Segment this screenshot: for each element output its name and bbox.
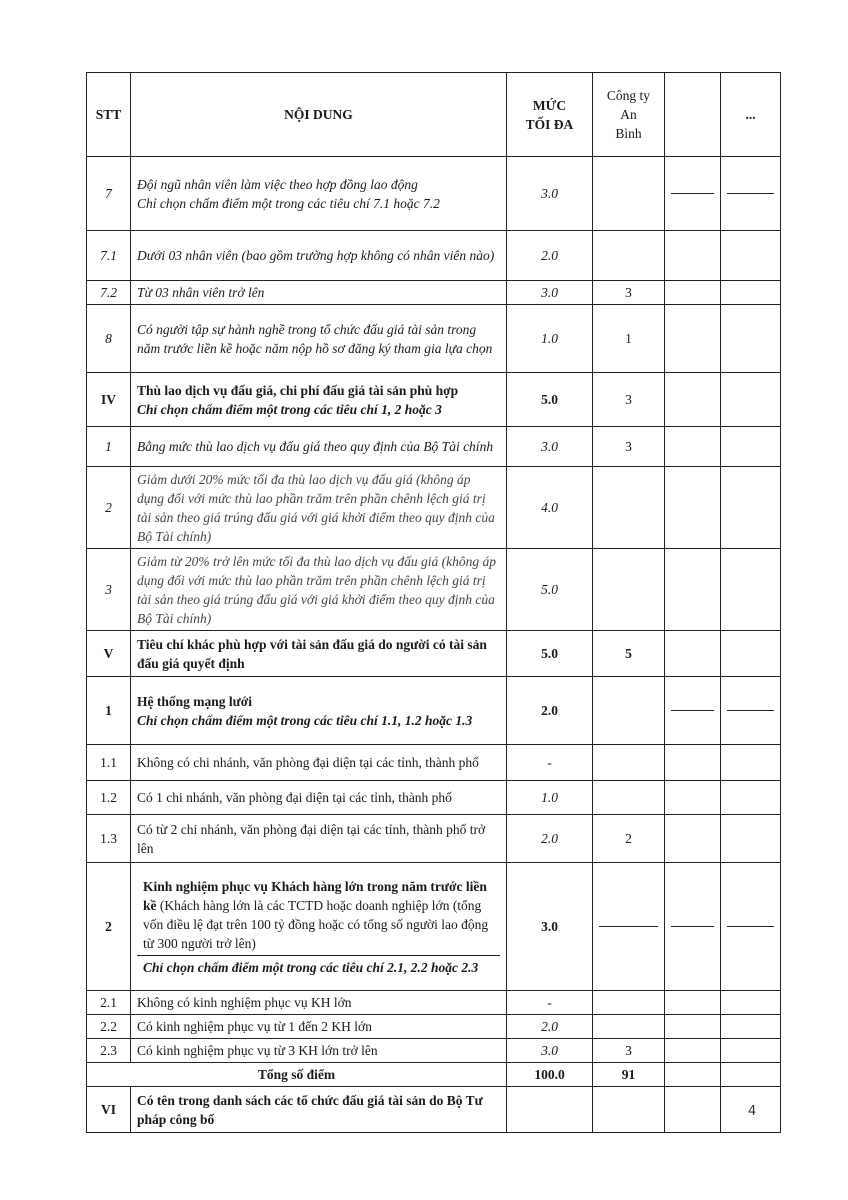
row-more [721, 631, 781, 677]
row-score [593, 745, 665, 781]
row-more [721, 231, 781, 281]
row-max: 3.0 [507, 863, 593, 991]
row-more [721, 863, 781, 991]
row-content: Từ 03 nhân viên trở lên [131, 281, 507, 305]
row-extra [665, 549, 721, 631]
row-score [593, 549, 665, 631]
row-extra [665, 991, 721, 1015]
row-extra [665, 863, 721, 991]
row-score [593, 1015, 665, 1039]
row-more [721, 373, 781, 427]
row-stt: 3 [87, 549, 131, 631]
row-content: Kinh nghiệm phục vụ Khách hàng lớn trong năm trước liền kề (Khách hàng lớn là các TCTD hoặc doanh nghiệp lớn (tổng vốn điều lệ đạt trên 100 tỷ đồng hoặc có tổng số người lao động từ 300 người trở lên) Chỉ chọn chấm điểm một trong các tiêu chí 2.1, 2.2 hoặc 2.3 [131, 863, 507, 991]
row-max [507, 1087, 593, 1133]
row-more [721, 745, 781, 781]
row-content: Có từ 2 chi nhánh, văn phòng đại diện tại các tỉnh, thành phố trở lên [131, 815, 507, 863]
row-extra [665, 281, 721, 305]
header-extra [665, 73, 721, 157]
row-more [721, 815, 781, 863]
header-content: NỘI DUNG [131, 73, 507, 157]
row-stt: 2 [87, 863, 131, 991]
row-max: 2.0 [507, 231, 593, 281]
table-row [87, 467, 781, 549]
row-extra [665, 467, 721, 549]
row-extra [665, 677, 721, 745]
row-stt: 7 [87, 157, 131, 231]
row-more [721, 467, 781, 549]
row-stt: 2.1 [87, 991, 131, 1015]
row-more [721, 1015, 781, 1039]
row-extra [665, 781, 721, 815]
row-max: 1.0 [507, 781, 593, 815]
row-content: Không có chi nhánh, văn phòng đại diện tại các tỉnh, thành phố [131, 745, 507, 781]
row-max: 4.0 [507, 467, 593, 549]
row-content: Có tên trong danh sách các tổ chức đấu giá tài sản do Bộ Tư pháp công bố [131, 1087, 507, 1133]
row-extra [665, 1087, 721, 1133]
header-row [87, 73, 781, 157]
row-stt: 1.1 [87, 745, 131, 781]
row-more [721, 549, 781, 631]
row-max: 5.0 [507, 373, 593, 427]
row-more [721, 1063, 781, 1087]
row-content: Có 1 chi nhánh, văn phòng đại diện tại các tỉnh, thành phố [131, 781, 507, 815]
row-score: 5 [593, 631, 665, 677]
row-extra [665, 305, 721, 373]
row-score: 2 [593, 815, 665, 863]
row-content: Hệ thống mạng lưới Chỉ chọn chấm điểm một trong các tiêu chí 1.1, 1.2 hoặc 1.3 [131, 677, 507, 745]
row-score [593, 157, 665, 231]
table-row [87, 745, 781, 781]
header-company: Công ty An Bình [593, 73, 665, 157]
row-max: 3.0 [507, 157, 593, 231]
row-max: 2.0 [507, 677, 593, 745]
row-content: Thù lao dịch vụ đấu giá, chi phí đấu giá tài sản phù hợp Chỉ chọn chấm điểm một trong các tiêu chí 1, 2 hoặc 3 [131, 373, 507, 427]
row-stt: 1 [87, 677, 131, 745]
table-row [87, 1015, 781, 1039]
row-score [593, 1087, 665, 1133]
table-row [87, 305, 781, 373]
table-row [87, 157, 781, 231]
row-extra [665, 1039, 721, 1063]
row-score [593, 467, 665, 549]
row-more [721, 305, 781, 373]
row-content: Có người tập sự hành nghề trong tổ chức đấu giá tài sản trong năm trước liền kề hoặc năm nộp hồ sơ đăng ký tham gia lựa chọn [131, 305, 507, 373]
table-row [87, 281, 781, 305]
row-content: Có kinh nghiệm phục vụ từ 3 KH lớn trở lên [131, 1039, 507, 1063]
row-extra [665, 1015, 721, 1039]
row-extra [665, 815, 721, 863]
row-max: 3.0 [507, 281, 593, 305]
row-stt: V [87, 631, 131, 677]
header-max: MỨC TỐI ĐA [507, 73, 593, 157]
row-stt: 1 [87, 427, 131, 467]
row-more [721, 427, 781, 467]
total-max: 100.0 [507, 1063, 593, 1087]
row-max: - [507, 991, 593, 1015]
row-score: 3 [593, 373, 665, 427]
row-stt: 7.2 [87, 281, 131, 305]
table-row [87, 231, 781, 281]
row-max: 1.0 [507, 305, 593, 373]
row-score: 3 [593, 427, 665, 467]
row-score [593, 781, 665, 815]
row-more [721, 991, 781, 1015]
table-row [87, 631, 781, 677]
row-stt: 1.3 [87, 815, 131, 863]
row-score [593, 991, 665, 1015]
row-extra [665, 427, 721, 467]
row-max: 5.0 [507, 631, 593, 677]
row-stt: 2 [87, 467, 131, 549]
table-row [87, 549, 781, 631]
row-stt: 2.2 [87, 1015, 131, 1039]
row-more [721, 1039, 781, 1063]
table-row [87, 427, 781, 467]
row-extra [665, 1063, 721, 1087]
row-stt: 8 [87, 305, 131, 373]
row-score: 3 [593, 1039, 665, 1063]
table-row [87, 863, 781, 991]
row-more [721, 677, 781, 745]
row-stt: 2.3 [87, 1039, 131, 1063]
page-number: 4 [748, 1104, 757, 1119]
row-more [721, 157, 781, 231]
total-label: Tổng số điểm [87, 1063, 507, 1087]
row-content: Giảm từ 20% trở lên mức tối đa thù lao dịch vụ đấu giá (không áp dụng đối với mức thù lao phần trăm trên phần chênh lệch giá trị tài sản theo giá trúng đấu giá với giá khởi điểm theo quy định của Bộ Tài chính) [131, 549, 507, 631]
table-row [87, 991, 781, 1015]
row-content: Giảm dưới 20% mức tối đa thù lao dịch vụ đấu giá (không áp dụng đối với mức thù lao phần trăm trên phần chênh lệch giá trị tài sản theo giá trúng đấu giá với giá khởi điểm theo quy định của Bộ Tài chính) [131, 467, 507, 549]
row-content: Có kinh nghiệm phục vụ từ 1 đến 2 KH lớn [131, 1015, 507, 1039]
table-row [87, 373, 781, 427]
row-max: 2.0 [507, 1015, 593, 1039]
row-max: 2.0 [507, 815, 593, 863]
row-extra [665, 631, 721, 677]
row-content: Đội ngũ nhân viên làm việc theo hợp đồng lao động Chỉ chọn chấm điểm một trong các tiêu chí 7.1 hoặc 7.2 [131, 157, 507, 231]
row-score: 3 [593, 281, 665, 305]
scoring-table [86, 72, 781, 1133]
table-row [87, 815, 781, 863]
row-content: Dưới 03 nhân viên (bao gồm trường hợp không có nhân viên nào) [131, 231, 507, 281]
row-max: 3.0 [507, 427, 593, 467]
table-row [87, 677, 781, 745]
row-content: Không có kinh nghiệm phục vụ KH lớn [131, 991, 507, 1015]
row-extra [665, 231, 721, 281]
row-score [593, 677, 665, 745]
row-extra [665, 745, 721, 781]
header-more: ... [721, 73, 781, 157]
total-row [87, 1063, 781, 1087]
row-max: - [507, 745, 593, 781]
row-stt: 1.2 [87, 781, 131, 815]
table-row [87, 1087, 781, 1133]
row-stt: VI [87, 1087, 131, 1133]
row-score [593, 863, 665, 991]
row-more [721, 781, 781, 815]
row-extra [665, 157, 721, 231]
row-stt: 7.1 [87, 231, 131, 281]
header-stt: STT [87, 73, 131, 157]
table-row [87, 1039, 781, 1063]
row-max: 3.0 [507, 1039, 593, 1063]
row-content: Bằng mức thù lao dịch vụ đấu giá theo quy định của Bộ Tài chính [131, 427, 507, 467]
table-row [87, 781, 781, 815]
total-score: 91 [593, 1063, 665, 1087]
row-content: Tiêu chí khác phù hợp với tài sản đấu giá do người có tài sản đấu giá quyết định [131, 631, 507, 677]
row-max: 5.0 [507, 549, 593, 631]
row-extra [665, 373, 721, 427]
row-score [593, 231, 665, 281]
row-stt: IV [87, 373, 131, 427]
row-more [721, 281, 781, 305]
row-score: 1 [593, 305, 665, 373]
